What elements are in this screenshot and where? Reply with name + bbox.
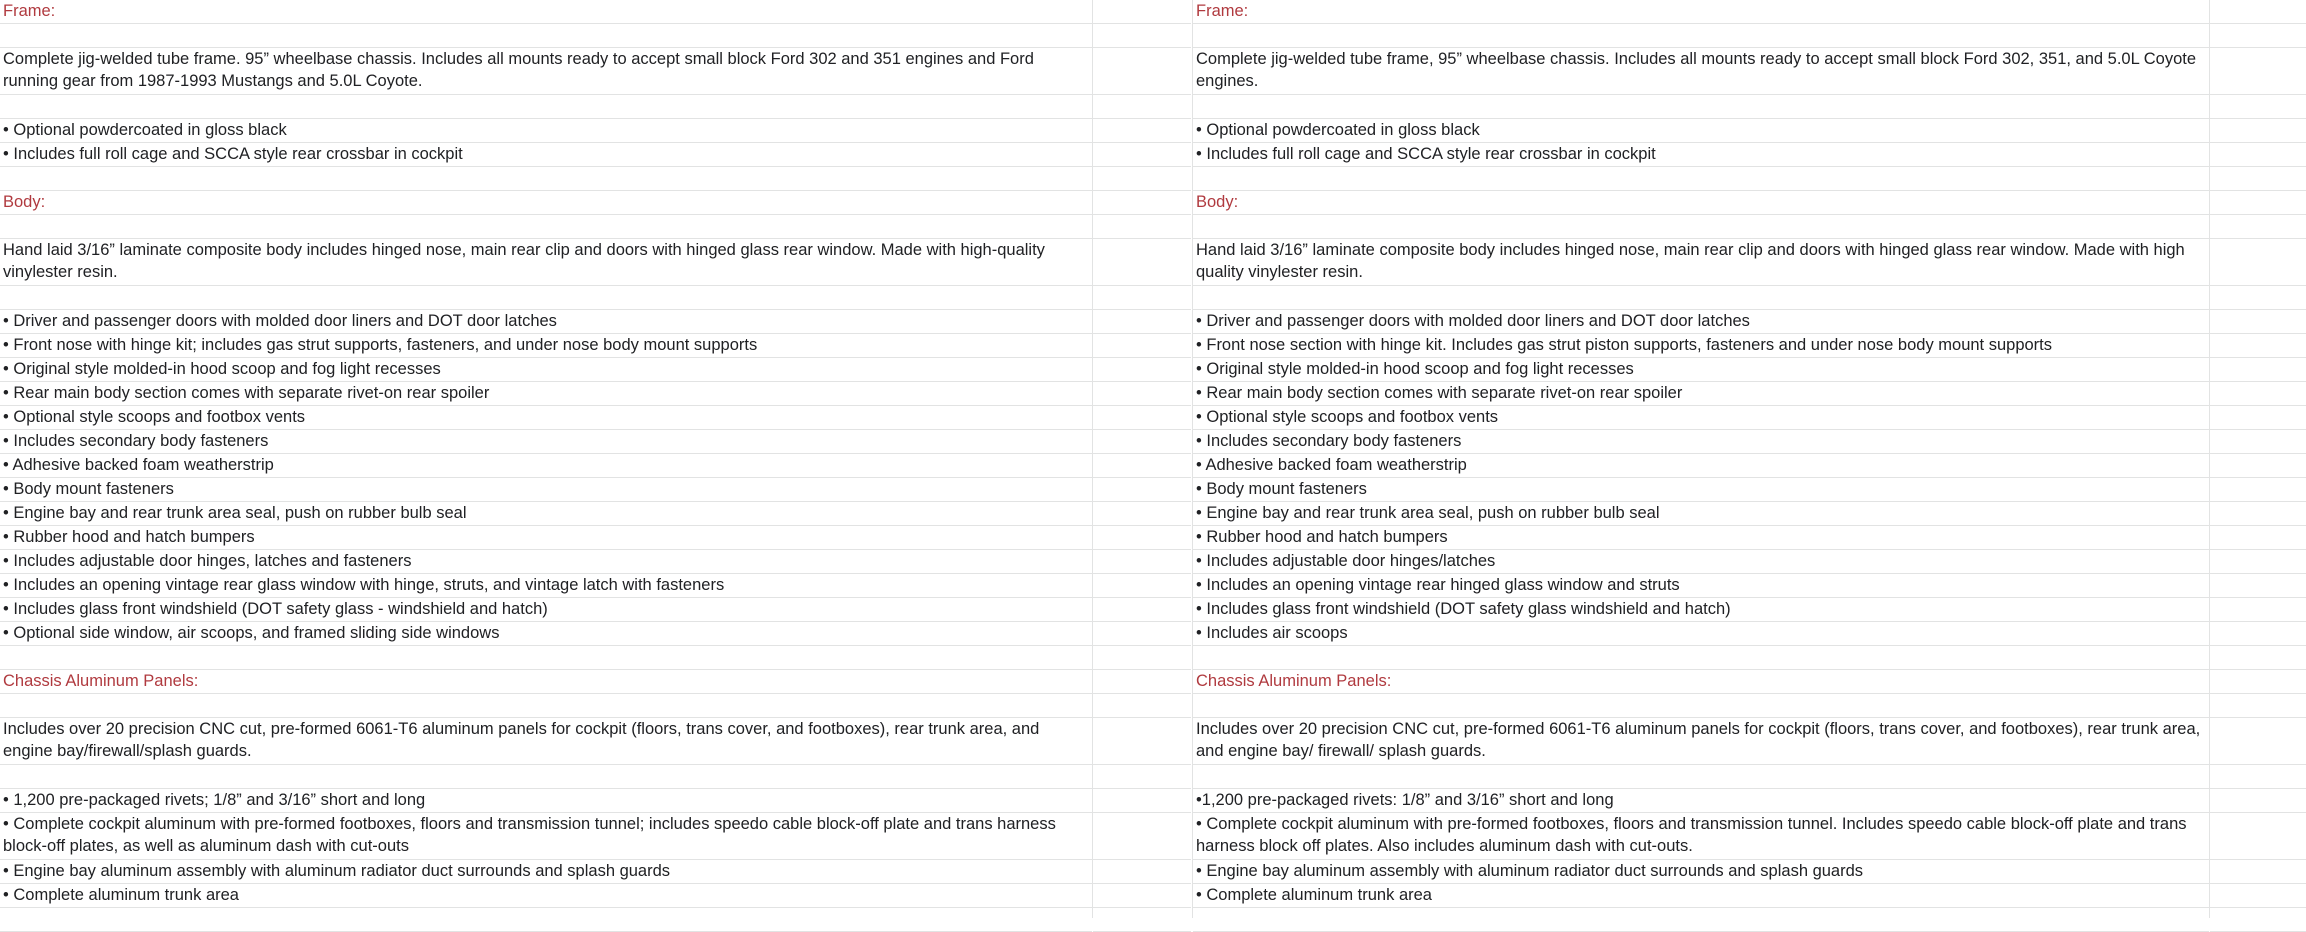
empty-cell[interactable] (2210, 191, 2306, 215)
text-cell[interactable]: • Optional style scoops and footbox vents (0, 406, 1092, 430)
text-cell[interactable] (1193, 765, 2209, 789)
text-cell[interactable] (1193, 24, 2209, 48)
text-cell[interactable]: • Front nose with hinge kit; includes gas strut supports, fasteners, and under nose body mount supports (0, 334, 1092, 358)
text-cell[interactable]: • Includes an opening vintage rear glass window with hinge, struts, and vintage latch with fasteners (0, 574, 1092, 598)
empty-cell[interactable] (2210, 670, 2306, 694)
empty-cell[interactable] (2210, 694, 2306, 718)
text-cell[interactable]: • Adhesive backed foam weatherstrip (1193, 454, 2209, 478)
section-heading-cell[interactable]: Body: (1193, 191, 2209, 215)
text-cell[interactable]: • Driver and passenger doors with molded door liners and DOT door latches (1193, 310, 2209, 334)
text-cell[interactable]: • Engine bay aluminum assembly with aluminum radiator duct surrounds and splash guards (0, 860, 1092, 884)
empty-cell[interactable] (1093, 430, 1191, 454)
empty-cell[interactable] (2210, 908, 2306, 932)
empty-cell[interactable] (1093, 670, 1191, 694)
text-cell[interactable]: • Adhesive backed foam weatherstrip (0, 454, 1092, 478)
text-cell[interactable]: • Complete aluminum trunk area (0, 884, 1092, 908)
text-cell[interactable]: • Rubber hood and hatch bumpers (1193, 526, 2209, 550)
empty-cell[interactable] (2210, 718, 2306, 765)
empty-cell[interactable] (1093, 550, 1191, 574)
empty-cell[interactable] (2210, 48, 2306, 95)
empty-cell[interactable] (2210, 0, 2306, 24)
empty-cell[interactable] (2210, 574, 2306, 598)
text-cell[interactable] (0, 24, 1092, 48)
text-cell[interactable] (1193, 167, 2209, 191)
text-cell[interactable] (1193, 908, 2209, 932)
column-d (2210, 0, 2306, 932)
empty-cell[interactable] (2210, 646, 2306, 670)
empty-cell[interactable] (1093, 358, 1191, 382)
empty-cell[interactable] (2210, 310, 2306, 334)
empty-cell[interactable] (2210, 24, 2306, 48)
text-cell[interactable]: • Rear main body section comes with separate rivet-on rear spoiler (0, 382, 1092, 406)
empty-cell[interactable] (1093, 191, 1191, 215)
empty-cell[interactable] (1093, 95, 1191, 119)
text-cell[interactable]: • Driver and passenger doors with molded door liners and DOT door latches (0, 310, 1092, 334)
section-heading-cell[interactable]: Frame: (1193, 0, 2209, 24)
text-cell[interactable]: • Body mount fasteners (0, 478, 1092, 502)
empty-cell[interactable] (2210, 526, 2306, 550)
empty-cell[interactable] (1093, 310, 1191, 334)
text-cell[interactable]: Includes over 20 precision CNC cut, pre-formed 6061-T6 aluminum panels for cockpit (floors, trans cover, and footboxes), rear trunk area, and engine bay/ firewall/ splash guards. (1193, 718, 2209, 765)
empty-cell[interactable] (1093, 908, 1191, 932)
empty-cell[interactable] (1093, 167, 1191, 191)
text-cell[interactable]: • Optional side window, air scoops, and framed sliding side windows (0, 622, 1092, 646)
text-cell[interactable] (1193, 646, 2209, 670)
empty-cell[interactable] (1093, 574, 1191, 598)
empty-cell[interactable] (2210, 286, 2306, 310)
empty-cell[interactable] (2210, 550, 2306, 574)
empty-cell[interactable] (1093, 286, 1191, 310)
section-heading-cell[interactable]: Chassis Aluminum Panels: (0, 670, 1092, 694)
empty-cell[interactable] (2210, 884, 2306, 908)
text-cell[interactable] (0, 286, 1092, 310)
empty-cell[interactable] (2210, 95, 2306, 119)
text-cell[interactable] (0, 908, 1092, 932)
empty-cell[interactable] (1093, 622, 1191, 646)
empty-cell[interactable] (1093, 406, 1191, 430)
empty-cell[interactable] (1093, 0, 1191, 24)
text-cell[interactable]: • Includes an opening vintage rear hinged glass window and struts (1193, 574, 2209, 598)
empty-cell[interactable] (1093, 598, 1191, 622)
column-b (1093, 0, 1191, 932)
empty-cell[interactable] (1093, 502, 1191, 526)
empty-cell[interactable] (1093, 454, 1191, 478)
empty-cell[interactable] (2210, 215, 2306, 239)
text-cell[interactable]: • Front nose section with hinge kit. Includes gas strut piston supports, fasteners and under nose body mount supports (1193, 334, 2209, 358)
text-cell[interactable]: • Includes adjustable door hinges/latches (1193, 550, 2209, 574)
empty-cell[interactable] (1093, 143, 1191, 167)
text-cell[interactable]: • Includes full roll cage and SCCA style rear crossbar in cockpit (0, 143, 1092, 167)
empty-cell[interactable] (1093, 860, 1191, 884)
empty-cell[interactable] (2210, 334, 2306, 358)
column-divider (2209, 0, 2210, 918)
text-cell[interactable]: • Rubber hood and hatch bumpers (0, 526, 1092, 550)
empty-cell[interactable] (2210, 622, 2306, 646)
text-cell[interactable] (0, 694, 1092, 718)
empty-cell[interactable] (2210, 119, 2306, 143)
column-divider (1192, 0, 1193, 918)
text-cell[interactable]: • Optional style scoops and footbox vents (1193, 406, 2209, 430)
text-cell[interactable]: • Includes adjustable door hinges, latches and fasteners (0, 550, 1092, 574)
text-cell[interactable]: • Complete aluminum trunk area (1193, 884, 2209, 908)
empty-cell[interactable] (1093, 526, 1191, 550)
empty-cell[interactable] (2210, 454, 2306, 478)
empty-cell[interactable] (1093, 694, 1191, 718)
empty-cell[interactable] (1093, 382, 1191, 406)
text-cell[interactable] (0, 765, 1092, 789)
text-cell[interactable] (1193, 215, 2209, 239)
empty-cell[interactable] (1093, 215, 1191, 239)
column-divider (1092, 0, 1093, 918)
text-cell[interactable]: Hand laid 3/16” laminate composite body includes hinged nose, main rear clip and doors with hinged glass rear window. Made with high-quality vinylester resin. (0, 239, 1092, 286)
empty-cell[interactable] (1093, 119, 1191, 143)
text-cell[interactable]: •1,200 pre-packaged rivets: 1/8” and 3/16” short and long (1193, 789, 2209, 813)
empty-cell[interactable] (1093, 239, 1191, 286)
empty-cell[interactable] (2210, 478, 2306, 502)
empty-cell[interactable] (2210, 598, 2306, 622)
empty-cell[interactable] (1093, 48, 1191, 95)
text-cell[interactable]: • Rear main body section comes with separate rivet-on rear spoiler (1193, 382, 2209, 406)
text-cell[interactable]: • Engine bay and rear trunk area seal, push on rubber bulb seal (0, 502, 1092, 526)
empty-cell[interactable] (2210, 860, 2306, 884)
empty-cell[interactable] (1093, 718, 1191, 765)
text-cell[interactable] (0, 215, 1092, 239)
empty-cell[interactable] (1093, 646, 1191, 670)
section-heading-cell[interactable]: Body: (0, 191, 1092, 215)
empty-cell[interactable] (2210, 382, 2306, 406)
text-cell[interactable]: Includes over 20 precision CNC cut, pre-formed 6061-T6 aluminum panels for cockpit (floors, trans cover, and footboxes), rear trunk area, and engine bay/firewall/splash guards. (0, 718, 1092, 765)
text-cell[interactable]: • Engine bay and rear trunk area seal, push on rubber bulb seal (1193, 502, 2209, 526)
empty-cell[interactable] (1093, 334, 1191, 358)
empty-cell[interactable] (1093, 24, 1191, 48)
empty-cell[interactable] (2210, 813, 2306, 860)
section-heading-cell[interactable]: Chassis Aluminum Panels: (1193, 670, 2209, 694)
empty-cell[interactable] (2210, 502, 2306, 526)
text-cell[interactable]: • Complete cockpit aluminum with pre-formed footboxes, floors and transmission tunnel. Includes speedo cable block-off plate and trans harness block off plates. Also includes aluminum dash with cut-outs. (1193, 813, 2209, 860)
text-cell[interactable]: Complete jig-welded tube frame. 95” wheelbase chassis. Includes all mounts ready to accept small block Ford 302 and 351 engines and Ford running gear from 1987-1993 Mustangs and 5.0L Coyote. (0, 48, 1092, 95)
empty-cell[interactable] (2210, 167, 2306, 191)
text-cell[interactable]: Complete jig-welded tube frame, 95” wheelbase chassis. Includes all mounts ready to accept small block Ford 302, 351, and 5.0L Coyote engines. (1193, 48, 2209, 95)
empty-cell[interactable] (1093, 884, 1191, 908)
empty-cell[interactable] (1093, 765, 1191, 789)
section-heading-cell[interactable]: Frame: (0, 0, 1092, 24)
empty-cell[interactable] (1093, 478, 1191, 502)
text-cell[interactable]: • Includes glass front windshield (DOT safety glass windshield and hatch) (1193, 598, 2209, 622)
text-cell[interactable]: • Body mount fasteners (1193, 478, 2209, 502)
text-cell[interactable]: • Original style molded-in hood scoop and fog light recesses (1193, 358, 2209, 382)
empty-cell[interactable] (1093, 789, 1191, 813)
text-cell[interactable]: • 1,200 pre-packaged rivets; 1/8” and 3/16” short and long (0, 789, 1092, 813)
text-cell[interactable]: • Engine bay aluminum assembly with aluminum radiator duct surrounds and splash guards (1193, 860, 2209, 884)
text-cell[interactable] (1193, 286, 2209, 310)
column-c (1193, 0, 2209, 932)
text-cell[interactable]: • Optional powdercoated in gloss black (0, 119, 1092, 143)
empty-cell[interactable] (2210, 765, 2306, 789)
text-cell[interactable]: • Optional powdercoated in gloss black (1193, 119, 2209, 143)
text-cell[interactable]: • Original style molded-in hood scoop and fog light recesses (0, 358, 1092, 382)
column-a (0, 0, 1092, 932)
text-cell[interactable]: • Includes secondary body fasteners (1193, 430, 2209, 454)
text-cell[interactable] (0, 95, 1092, 119)
text-cell[interactable]: • Complete cockpit aluminum with pre-formed footboxes, floors and transmission tunnel; includes speedo cable block-off plate and trans harness block-off plates, as well as aluminum dash with cut-outs (0, 813, 1092, 860)
text-cell[interactable]: • Includes full roll cage and SCCA style rear crossbar in cockpit (1193, 143, 2209, 167)
empty-cell[interactable] (2210, 239, 2306, 286)
empty-cell[interactable] (2210, 358, 2306, 382)
empty-cell[interactable] (2210, 430, 2306, 454)
empty-cell[interactable] (2210, 789, 2306, 813)
text-cell[interactable] (0, 167, 1092, 191)
text-cell[interactable] (0, 646, 1092, 670)
text-cell[interactable]: • Includes secondary body fasteners (0, 430, 1092, 454)
text-cell[interactable]: • Includes glass front windshield (DOT safety glass - windshield and hatch) (0, 598, 1092, 622)
text-cell[interactable]: • Includes air scoops (1193, 622, 2209, 646)
text-cell[interactable] (1193, 694, 2209, 718)
text-cell[interactable] (1193, 95, 2209, 119)
empty-cell[interactable] (1093, 813, 1191, 860)
empty-cell[interactable] (2210, 406, 2306, 430)
text-cell[interactable]: Hand laid 3/16” laminate composite body includes hinged nose, main rear clip and doors with hinged glass rear window. Made with high quality vinylester resin. (1193, 239, 2209, 286)
empty-cell[interactable] (2210, 143, 2306, 167)
